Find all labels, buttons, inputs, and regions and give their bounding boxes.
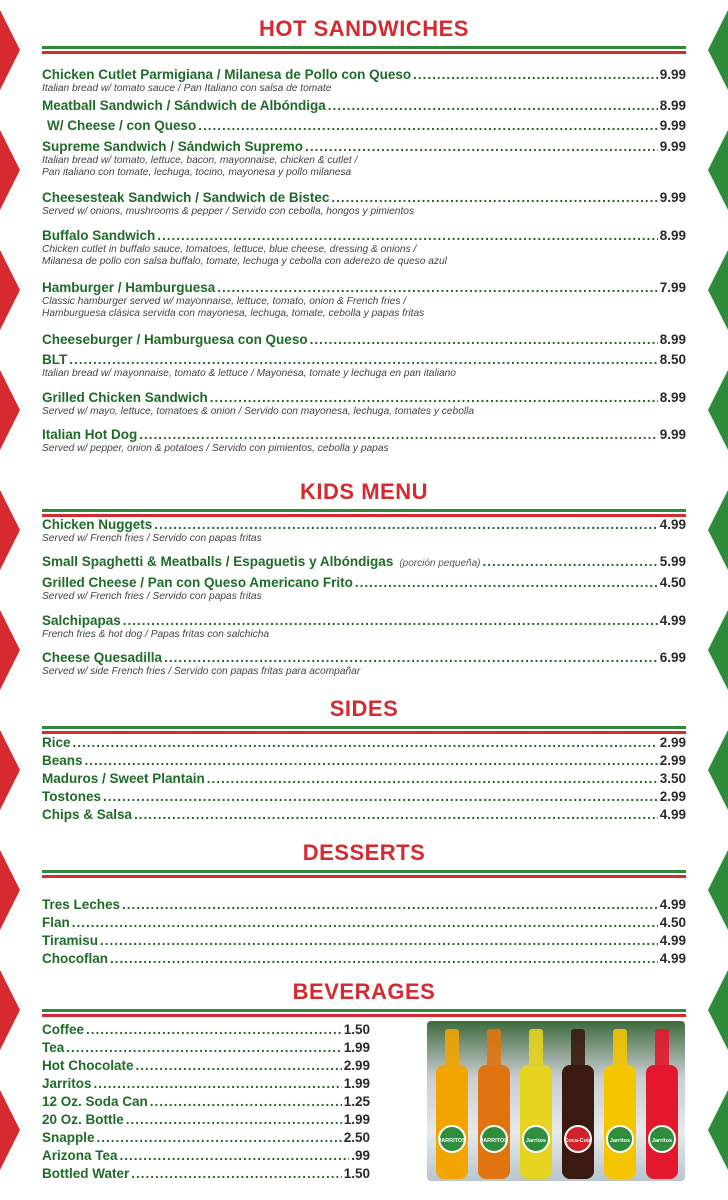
zigzag-triangle	[708, 730, 728, 810]
section-title-hot-sandwiches: HOT SANDWICHES	[259, 16, 469, 41]
zigzag-triangle	[708, 1090, 728, 1170]
leader-dots	[328, 97, 658, 114]
leader-dots	[126, 1111, 342, 1128]
desserts-section	[42, 840, 686, 878]
zigzag-triangle	[708, 490, 728, 570]
menu-item[interactable]	[42, 1057, 370, 1075]
item-description: Chicken cutlet in buffalo sauce, tomatoes, lettuce, blue cheese, dressing & onions /	[42, 244, 417, 255]
leader-dots	[123, 612, 658, 629]
menu-item[interactable]	[42, 914, 686, 932]
leader-dots	[122, 896, 658, 913]
zigzag-triangle	[708, 850, 728, 930]
menu-item[interactable]	[42, 932, 686, 950]
item-name: Cheesesteak Sandwich / Sandwich de Bistec	[42, 190, 330, 205]
item-name: 12 Oz. Soda Can	[42, 1094, 148, 1109]
zigzag-triangle	[708, 370, 728, 450]
item-price: 4.50	[659, 915, 686, 930]
leader-dots	[210, 389, 658, 406]
item-name: Cheese Quesadilla	[42, 650, 163, 665]
item-price: 4.99	[659, 897, 686, 912]
zigzag-triangle	[0, 10, 20, 90]
item-description: Italian bread w/ tomato sauce / Pan Italiano con salsa de tomate	[42, 83, 332, 94]
leader-dots	[103, 788, 658, 805]
sides-section	[42, 696, 686, 734]
leader-dots	[120, 1147, 350, 1164]
kids-menu-section	[42, 479, 686, 517]
menu-item[interactable]	[42, 1111, 370, 1129]
menu-item[interactable]	[42, 227, 686, 279]
beverages-section	[42, 979, 686, 1017]
bottle	[562, 1029, 594, 1179]
item-price: 1.25	[343, 1094, 370, 1109]
item-description: Italian bread w/ mayonnaise, tomato & lettuce / Mayonesa, tomate y lechuga en pan italiano	[42, 368, 456, 379]
item-name: Chips & Salsa	[42, 807, 133, 822]
zigzag-triangle	[0, 970, 20, 1050]
menu-item[interactable]	[42, 1129, 370, 1147]
item-name: Salchipapas	[42, 613, 121, 628]
leader-dots	[136, 1057, 342, 1074]
divider-green	[42, 46, 686, 49]
item-price: 7.99	[659, 280, 686, 295]
menu-item[interactable]	[42, 806, 686, 824]
leader-dots	[100, 932, 658, 949]
item-price: 4.99	[659, 807, 686, 822]
item-price: 6.99	[659, 650, 686, 665]
leader-dots	[69, 351, 657, 368]
item-name: Cheeseburger / Hamburguesa con Queso	[42, 332, 308, 347]
menu-item[interactable]	[42, 950, 686, 968]
leader-dots	[198, 117, 657, 134]
menu-item[interactable]	[42, 649, 686, 683]
menu-item[interactable]	[42, 426, 686, 460]
item-note: (porción pequeña)	[399, 558, 481, 569]
item-price: 8.99	[659, 228, 686, 243]
item-name: Meatball Sandwich / Sándwich de Albóndiga	[42, 98, 326, 113]
menu-item[interactable]	[42, 117, 686, 138]
menu-item[interactable]	[42, 1093, 370, 1111]
section-title-kids-menu: KIDS MENU	[300, 479, 428, 504]
menu-item[interactable]	[42, 553, 686, 574]
item-name: Flan	[42, 915, 70, 930]
sides-list	[42, 734, 686, 824]
item-price: 3.50	[659, 771, 686, 786]
right-zigzag-border	[706, 0, 728, 1200]
item-name: Buffalo Sandwich	[42, 228, 156, 243]
item-name: Beans	[42, 753, 83, 768]
bottle	[604, 1029, 636, 1179]
item-description: Served w/ pepper, onion & potatoes / Servido con pimientos, cebolla y papas	[42, 443, 389, 454]
leader-dots	[331, 189, 657, 206]
leader-dots	[139, 426, 657, 443]
menu-item[interactable]	[42, 770, 686, 788]
item-name: Small Spaghetti & Meatballs / Espaguetis y Albóndigas	[42, 554, 394, 569]
menu-item[interactable]	[42, 574, 686, 612]
leader-dots	[413, 66, 658, 83]
zigzag-triangle	[708, 250, 728, 330]
bottle-label: JARRITOS	[438, 1138, 466, 1144]
leader-dots	[97, 1129, 342, 1146]
leader-dots	[86, 1021, 342, 1038]
zigzag-triangle	[0, 490, 20, 570]
item-price: 4.50	[659, 575, 686, 590]
item-description: Served w/ French fries / Servido con papas fritas	[42, 533, 262, 544]
item-description: Classic hamburger served w/ mayonnaise, lettuce, tomato, onion & French fries /	[42, 296, 407, 307]
leader-dots	[134, 806, 658, 823]
item-price: 1.99	[343, 1076, 370, 1091]
item-name: Grilled Chicken Sandwich	[42, 390, 208, 405]
leader-dots	[154, 516, 657, 533]
menu-item[interactable]	[42, 1021, 370, 1039]
divider-red	[42, 51, 686, 54]
item-description: Served w/ French fries / Servido con papas fritas	[42, 591, 262, 602]
item-price: 1.99	[343, 1112, 370, 1127]
divider-green	[42, 1009, 686, 1012]
hot-sandwiches-section	[42, 16, 686, 54]
soda-bottles-illustration	[427, 1021, 685, 1181]
item-name: 20 Oz. Bottle	[42, 1112, 124, 1127]
item-price: 9.99	[659, 139, 686, 154]
item-description: French fries & hot dog / Papas fritas con salchicha	[42, 629, 270, 640]
menu-item[interactable]	[42, 788, 686, 806]
item-description: Pan italiano con tomate, lechuga, tocino, mayonesa y pollo milanesa	[42, 167, 352, 178]
item-name: Hot Chocolate	[42, 1058, 134, 1073]
bottle	[478, 1029, 510, 1179]
section-title-beverages: BEVERAGES	[292, 979, 436, 1004]
divider-red	[42, 875, 686, 878]
item-name: Italian Hot Dog	[42, 427, 138, 442]
beverages-list	[42, 1021, 370, 1183]
menu-item[interactable]	[42, 389, 686, 426]
menu-item[interactable]	[42, 1147, 370, 1165]
item-name: Maduros / Sweet Plantain	[42, 771, 205, 786]
leader-dots	[73, 734, 658, 751]
divider-green	[42, 509, 686, 512]
item-description: Served w/ side French fries / Servido con papas fritas para acompañar	[42, 666, 361, 677]
divider-green	[42, 870, 686, 873]
desserts-list	[42, 896, 686, 968]
leader-dots	[66, 1039, 341, 1056]
menu-item[interactable]	[42, 752, 686, 770]
menu-item[interactable]	[42, 612, 686, 649]
item-price: 9.99	[659, 190, 686, 205]
item-price: 2.99	[659, 789, 686, 804]
menu-item[interactable]	[42, 97, 686, 117]
beverages-area	[42, 1021, 686, 1183]
item-name: Tea	[42, 1040, 65, 1055]
left-zigzag-border	[0, 0, 22, 1200]
bottle-label: Jarritos	[525, 1138, 547, 1144]
item-name: Chicken Nuggets	[42, 517, 153, 532]
item-price: 5.99	[659, 554, 686, 569]
item-description: Italian bread w/ tomato, lettuce, bacon, mayonnaise, chicken & cutlet /	[42, 155, 358, 166]
leader-dots	[157, 227, 657, 244]
menu-item[interactable]	[42, 138, 686, 189]
item-name: Jarritos	[42, 1076, 92, 1091]
leader-dots	[305, 138, 658, 155]
zigzag-triangle	[708, 10, 728, 90]
item-description: Served w/ mayo, lettuce, tomatoes & onion / Servido con mayonesa, lechuga, tomates y cebolla	[42, 406, 475, 417]
item-price: 8.99	[659, 98, 686, 113]
leader-dots	[483, 553, 658, 570]
menu-item[interactable]	[42, 734, 686, 752]
menu-item[interactable]	[42, 331, 686, 351]
zigzag-triangle	[0, 250, 20, 330]
item-name: BLT	[42, 352, 68, 367]
menu-item[interactable]	[42, 189, 686, 227]
menu-item[interactable]	[42, 351, 686, 389]
bottle	[520, 1029, 552, 1179]
item-description: Milanesa de pollo con salsa buffalo, tomate, lechuga y cebolla con aderezo de queso azul	[42, 256, 447, 267]
item-name: Rice	[42, 735, 71, 750]
item-price: 2.99	[659, 735, 686, 750]
item-price: 2.99	[343, 1058, 370, 1073]
item-name: Grilled Cheese / Pan con Queso Americano Frito	[42, 575, 353, 590]
item-price: 9.99	[659, 118, 686, 133]
menu-item[interactable]	[42, 279, 686, 331]
zigzag-triangle	[0, 370, 20, 450]
leader-dots	[150, 1093, 342, 1110]
item-name: Tres Leches	[42, 897, 121, 912]
item-name: Supreme Sandwich / Sándwich Supremo	[42, 139, 304, 154]
item-name: Tiramisu	[42, 933, 99, 948]
bottle	[436, 1029, 468, 1179]
bottle	[646, 1029, 678, 1179]
menu-item[interactable]	[42, 1039, 370, 1057]
zigzag-triangle	[0, 610, 20, 690]
item-name: Snapple	[42, 1130, 95, 1145]
item-price: 9.99	[659, 427, 686, 442]
zigzag-triangle	[708, 970, 728, 1050]
bottle-label: Jarritos	[651, 1138, 673, 1144]
leader-dots	[310, 331, 658, 348]
item-name: Chocoflan	[42, 951, 108, 966]
item-price: .99	[351, 1148, 370, 1163]
leader-dots	[164, 649, 658, 666]
leader-dots	[72, 914, 658, 931]
zigzag-triangle	[0, 130, 20, 210]
kids-menu-list	[42, 516, 686, 683]
item-price: 1.50	[343, 1022, 370, 1037]
zigzag-triangle	[0, 850, 20, 930]
divider-green	[42, 726, 686, 729]
item-price: 8.50	[659, 352, 686, 367]
leader-dots	[131, 1165, 341, 1182]
item-name: W/ Cheese / con Queso	[47, 118, 197, 133]
bottle-label: Jarritos	[609, 1138, 631, 1144]
item-name: Coffee	[42, 1022, 85, 1037]
item-price: 4.99	[659, 933, 686, 948]
item-price: 8.99	[659, 390, 686, 405]
item-price: 4.99	[659, 951, 686, 966]
zigzag-triangle	[708, 130, 728, 210]
leader-dots	[355, 574, 658, 591]
item-price: 1.50	[343, 1166, 370, 1181]
leader-dots	[110, 950, 658, 967]
item-price: 2.99	[659, 753, 686, 768]
item-price: 4.99	[659, 613, 686, 628]
zigzag-triangle	[708, 610, 728, 690]
soda-bottles-photo	[427, 1021, 685, 1181]
section-title-sides: SIDES	[329, 696, 399, 721]
divider-red	[42, 1014, 686, 1017]
item-name: Bottled Water	[42, 1166, 130, 1181]
leader-dots	[94, 1075, 342, 1092]
item-price: 2.50	[343, 1130, 370, 1145]
item-name: Tostones	[42, 789, 102, 804]
menu-item[interactable]	[42, 896, 686, 914]
menu-item[interactable]	[42, 1075, 370, 1093]
item-price: 1.99	[343, 1040, 370, 1055]
item-description: Hamburguesa clásica servida con mayonesa, lechuga, tomate, cebolla y papas fritas	[42, 308, 425, 319]
section-title-desserts: DESSERTS	[302, 840, 426, 865]
bottle-label: JARRITOS	[480, 1138, 508, 1144]
hot-sandwiches-list	[42, 66, 686, 460]
item-price: 9.99	[659, 67, 686, 82]
item-name: Chicken Cutlet Parmigiana / Milanesa de Pollo con Queso	[42, 67, 412, 82]
menu-item[interactable]	[42, 1165, 370, 1183]
bottle-label: Coca-Cola	[564, 1138, 592, 1144]
item-name: Arizona Tea	[42, 1148, 118, 1163]
item-description: Served w/ onions, mushrooms & pepper / Servido con cebolla, hongos y pimientos	[42, 206, 415, 217]
menu-item[interactable]	[42, 66, 686, 97]
zigzag-triangle	[0, 1090, 20, 1170]
leader-dots	[85, 752, 658, 769]
item-price: 8.99	[659, 332, 686, 347]
item-price: 4.99	[659, 517, 686, 532]
menu-item[interactable]	[42, 516, 686, 553]
leader-dots	[207, 770, 658, 787]
leader-dots	[217, 279, 657, 296]
zigzag-triangle	[0, 730, 20, 810]
item-name: Hamburger / Hamburguesa	[42, 280, 216, 295]
